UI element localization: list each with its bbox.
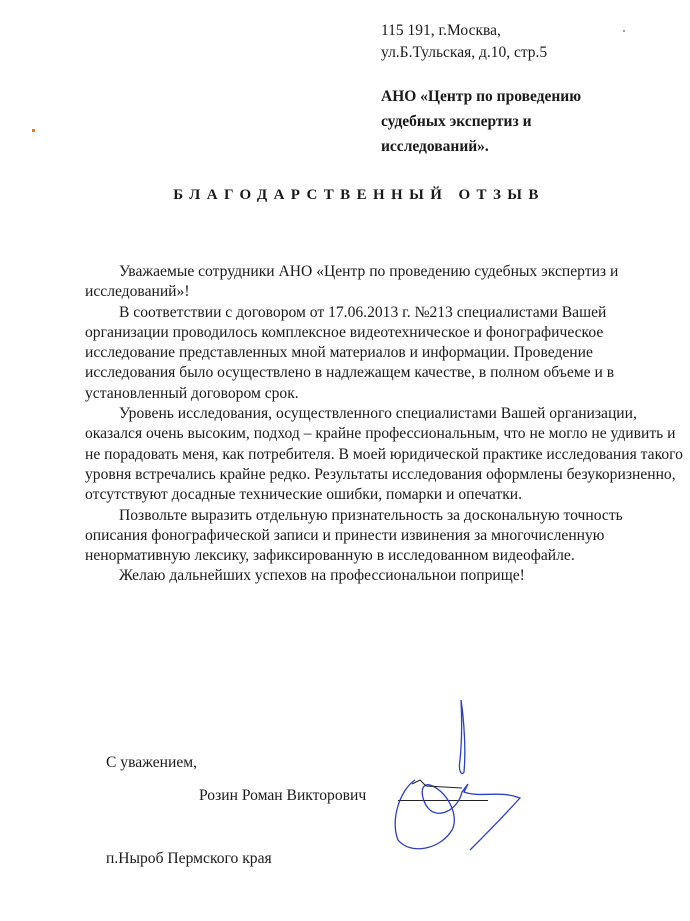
handwritten-signature-icon bbox=[380, 680, 540, 860]
sender-place: п.Ныроб Пермского края bbox=[106, 850, 272, 867]
paragraph: Позвольте выразить отдельную признательность за доскональную точность описания фонографической записи и принести извинения за многочисленную ненормативную лексику, зафиксированную в исследованном видеофайле. bbox=[85, 506, 623, 565]
signer-name: Розин Роман Викторович bbox=[199, 787, 367, 804]
paragraph-greeting: Уважаемые сотрудники АНО «Центр по проведению судебных экспертиз и исследований»! bbox=[85, 263, 619, 301]
sender-address bbox=[381, 20, 547, 64]
document-title: БЛАГОДАРСТВЕННЫЙ ОТЗЫВ bbox=[173, 187, 545, 203]
paragraph-wish: Желаю дальнейших успехов на профессиональнои поприще! bbox=[119, 567, 525, 585]
paragraph: В соответствии с договором от 17.06.2013 г. №213 специалистами Вашей организации проводилось комплексное видеотехническое и фонографическое исследование представленных мной материалов и информации. Проведение исследования было осуществлено в надлежащем качестве, в полном объеме и в установленный договором срок. bbox=[85, 303, 615, 402]
recipient-block bbox=[381, 84, 681, 159]
recipient-line: судебных экспертиз и bbox=[381, 113, 532, 130]
scan-dot bbox=[623, 30, 625, 32]
closing-phrase: С уважением, bbox=[106, 754, 198, 771]
address-line: 115 191, г.Москва, bbox=[381, 22, 501, 39]
recipient-line: исследований». bbox=[381, 138, 489, 155]
scan-speck bbox=[32, 129, 35, 132]
paragraph: Уровень исследования, осуществленного специалистами Вашей организации, оказался очень высоким, подход – крайне профессиональным, что не могло не удивить и не порадовать меня, как потребителя. В моей юридической практике исследования такого уровня встречались крайне редко. Результаты исследования оформлены безукоризненно, отсутствуют досадные технические ошибки, помарки и опечатки. bbox=[85, 405, 683, 504]
recipient-line: АНО «Центр по проведению bbox=[381, 88, 582, 105]
address-line: ул.Б.Тульская, д.10, стр.5 bbox=[381, 44, 548, 61]
letter-body bbox=[85, 262, 685, 587]
